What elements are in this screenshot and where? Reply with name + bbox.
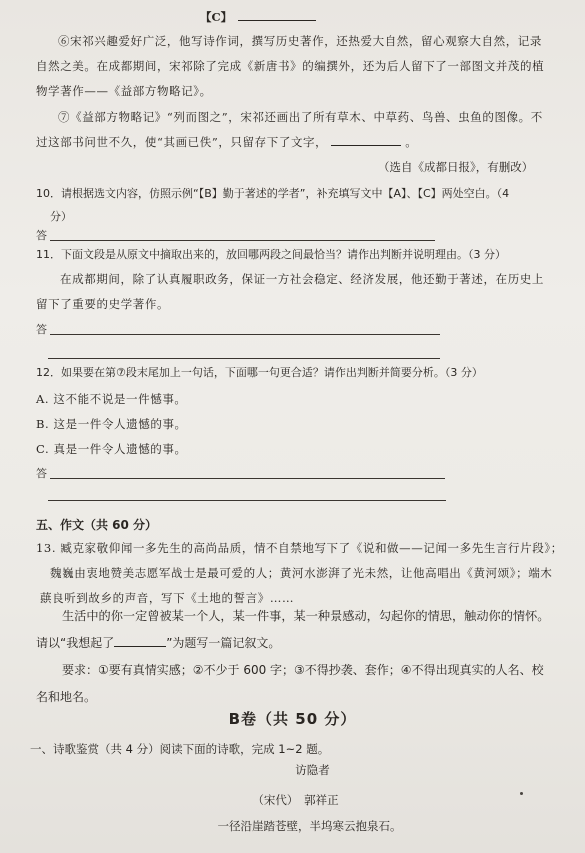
paragraph-6-line-1: ⑥宋祁兴趣爱好广泛，他写诗作词，撰写历史著作，还热爱大自然，留心观察大自然，记录: [58, 34, 542, 48]
question-11-line-1: 11．下面文段是从原文中摘取出来的，放回哪两段之间最恰当？请作出判断并说明理由。（3 分）: [36, 248, 506, 261]
paragraph-7-period: 。: [405, 135, 418, 149]
question-11-excerpt-line-2: 留下了重要的史学著作。: [36, 297, 170, 311]
question-12-option-a: A. 这不能不说是一件憾事。: [36, 392, 187, 406]
composition-title-blank[interactable]: [114, 636, 166, 647]
question-11-excerpt-line-1: 在成都期间，除了认真履职政务，保证一方社会稳定、经济发展，他还勤于著述，在历史上: [60, 272, 544, 286]
composition-heading: 五、作文（共 60 分）: [36, 518, 158, 532]
question-12-line-1: 12．如果要在第⑦段末尾加上一句话，下面哪一句更合适？请作出判断并简要分析。（3 分）: [36, 366, 483, 379]
question-11-answer-line-2[interactable]: [48, 358, 440, 359]
composition-requirements-line-1: 要求：①要有真情实感；②不少于 600 字；③不得抄袭、套作；④不得出现真实的人名、校: [62, 663, 544, 677]
question-12-answer-line-2[interactable]: [48, 500, 446, 501]
paragraph-7-line-1: ⑦《益部方物略记》“列而图之”，宋祁还画出了所有草木、中草药、鸟兽、虫鱼的图像。不: [58, 110, 543, 124]
blank-c[interactable]: [238, 10, 316, 21]
question-10-line-2: 分）: [50, 210, 72, 223]
marker-c-text: 【C】: [200, 10, 233, 24]
paragraph-7-line-2-text: 过这部书问世不久，使“其画已佚”，只留存下了文字，: [36, 135, 328, 149]
question-10-line-1: 10．请根据选文内容，仿照示例“【B】勤于著述的学者”，补充填写文中【A】、【C】两处空白。（4: [36, 187, 510, 200]
composition-line-1: 13. 臧克家敬仰闻一多先生的高尚品质，情不自禁地写下了《说和做——记闻一多先生言行片段》；: [36, 541, 563, 555]
composition-title-suffix: ”为题写一篇记叙文。: [166, 636, 281, 650]
composition-requirements-line-2: 名和地名。: [36, 690, 97, 704]
composition-line-3: 蕻良听到故乡的声音，写下《土地的誓言》……: [40, 591, 295, 605]
question-11-answer-label: 答: [36, 323, 47, 336]
question-10-answer-line[interactable]: [50, 240, 435, 241]
composition-title-prefix: 请以“我想起了: [36, 636, 115, 650]
question-11-answer-line-1[interactable]: [50, 334, 440, 335]
question-10-answer-label: 答: [36, 229, 47, 242]
ink-speck: [520, 792, 523, 795]
paragraph-6-line-3: 物学著作——《益部方物略记》。: [36, 84, 212, 98]
section-b-title: B卷（共 50 分）: [228, 710, 357, 728]
poetry-heading: [30, 742, 329, 757]
blank-p7[interactable]: [331, 135, 401, 146]
question-12-option-b: B. 这是一件令人遗憾的事。: [36, 417, 187, 431]
poem-author: （宋代） 郭祥正: [252, 793, 339, 807]
paragraph-7-line-2: [36, 135, 417, 150]
poem-title: 访隐者: [295, 763, 330, 777]
question-12-answer-line-1[interactable]: [50, 478, 445, 479]
question-12-answer-label: 答: [36, 467, 47, 480]
composition-line-4: 生活中的你一定曾被某一个人，某一件事，某一种景感动，勾起你的情思，触动你的情怀。: [62, 609, 550, 623]
poem-line-1: 一径沿崖踏苍壁，半坞寒云抱泉石。: [217, 819, 402, 833]
poetry-heading-text: 一、诗歌鉴赏（共 4 分）阅读下面的诗歌，完成 1~2 题。: [30, 742, 330, 756]
marker-c: [200, 10, 316, 25]
paragraph-6-line-2: 自然之美。在成都期间，宋祁除了完成《新唐书》的编撰外，还为后人留下了一部图文并茂的植: [36, 59, 545, 73]
source-note: （选自《成都日报》，有删改）: [378, 160, 534, 174]
composition-line-2: 魏巍由衷地赞美志愿军战士是最可爱的人；黄河水澎湃了光未然，让他高唱出《黄河颂》；端木: [50, 566, 553, 580]
composition-line-5: [36, 636, 280, 652]
question-12-option-c: C. 真是一件令人遗憾的事。: [36, 442, 187, 456]
